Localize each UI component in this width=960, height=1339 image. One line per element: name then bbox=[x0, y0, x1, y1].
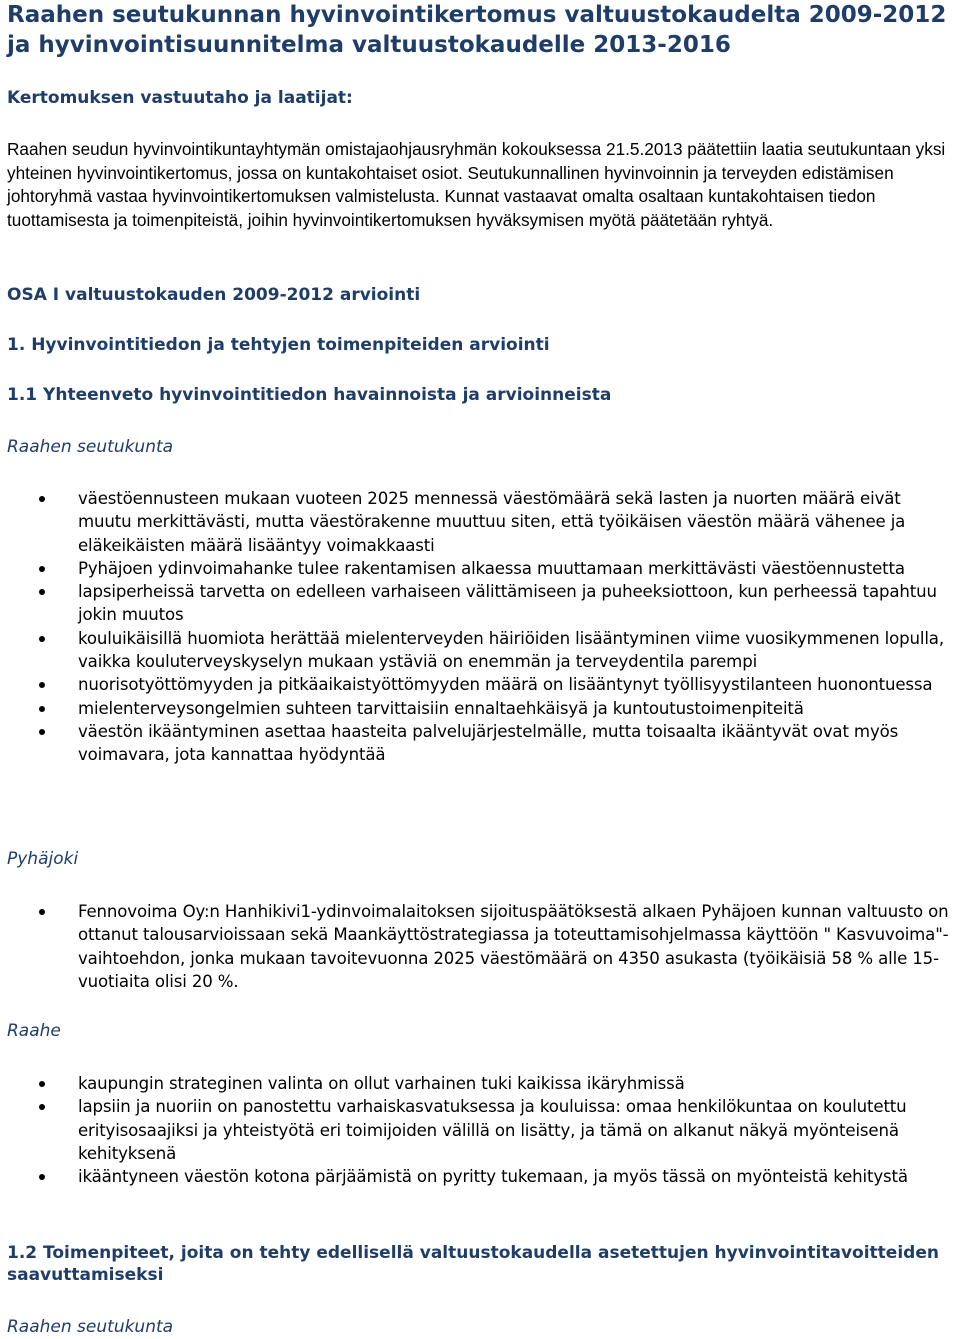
list-item: väestöennusteen mukaan vuoteen 2025 mennessä väestömäärä sekä lasten ja nuorten määrä eivät muutu merkittävästi, mutta väestörakenne muuttuu siten, että työikäisen väestön määrä vähenee ja eläkeikäisten määrä lisääntyy voimakkaasti bbox=[7, 487, 957, 557]
list-item: mielenterveysongelmien suhteen tarvittaisiin ennaltaehkäisyä ja kuntoutustoimenpiteitä bbox=[7, 697, 957, 720]
list-item: nuorisotyöttömyyden ja pitkäaikaistyöttömyyden määrä on lisääntynyt työllisyystilanteen huonontuessa bbox=[7, 673, 957, 696]
bullet-icon bbox=[39, 1174, 45, 1180]
bullet-icon bbox=[39, 566, 45, 572]
pyhajoki-list bbox=[7, 900, 957, 993]
bullet-icon bbox=[39, 1081, 45, 1087]
list-item: lapsiin ja nuoriin on panostettu varhaiskasvatuksessa ja kouluissa: omaa henkilökuntaa on koulutettu erityisosaajiksi ja yhteistyötä eri toimijoiden välillä on lisätty, ja tämä on alkanut näkyä myönteisenä kehityksenä bbox=[7, 1095, 957, 1165]
part1-heading: OSA I valtuustokauden 2009-2012 arviointi bbox=[7, 285, 421, 305]
bullet-icon bbox=[39, 1104, 45, 1110]
region-raahen-seutukunta: Raahen seutukunta bbox=[7, 437, 174, 457]
bullet-icon bbox=[39, 636, 45, 642]
seutukunta-list bbox=[7, 487, 957, 767]
raahe-list bbox=[7, 1072, 957, 1188]
bullet-icon bbox=[39, 729, 45, 735]
bullet-icon bbox=[39, 589, 45, 595]
region-raahe: Raahe bbox=[7, 1021, 61, 1041]
list-item: kaupungin strateginen valinta on ollut varhainen tuki kaikissa ikäryhmissä bbox=[7, 1072, 957, 1095]
list-item: Fennovoima Oy:n Hanhikivi1-ydinvoimalaitoksen sijoituspäätöksestä alkaen Pyhäjoen kunnan valtuusto on ottanut talousarvioissaan sekä Maankäyttöstrategiassa ja toteuttamisohjelmassa käyttöön " Kasvuvoima"- vaihtoehdon, jonka mukaan tavoitevuonna 2025 väestömäärä on 4350 asukasta (työikäisiä 58 % alle 15-vuotiaita olisi 20 %. bbox=[7, 900, 957, 993]
section-1-2-heading: 1.2 Toimenpiteet, joita on tehty edellisellä valtuustokaudella asetettujen hyvinvointitavoitteiden saavuttamiseksi bbox=[7, 1243, 939, 1285]
region-raahen-seutukunta-2: Raahen seutukunta bbox=[7, 1317, 174, 1337]
document-title: Raahen seutukunnan hyvinvointikertomus valtuustokaudelta 2009-2012 ja hyvinvointisuunnitelma valtuustokaudelle 2013-2016 bbox=[7, 2, 947, 58]
list-item: kouluikäisillä huomiota herättää mielenterveyden häiriöiden lisääntyminen viime vuosikymmenen lopulla, vaikka kouluterveyskyselyn mukaan ystäviä on enemmän ja terveydentila parempi bbox=[7, 627, 957, 674]
bullet-icon bbox=[39, 706, 45, 712]
list-item: ikääntyneen väestön kotona pärjäämistä on pyritty tukemaan, ja myös tässä on myönteistä kehitystä bbox=[7, 1165, 957, 1188]
bullet-icon bbox=[39, 496, 45, 502]
list-item: väestön ikääntyminen asettaa haasteita palvelujärjestelmälle, mutta toisaalta ikääntyvät ovat myös voimavara, jota kannattaa hyödyntää bbox=[7, 720, 957, 767]
list-item: Pyhäjoen ydinvoimahanke tulee rakentamisen alkaessa muuttamaan merkittävästi väestöennustetta bbox=[7, 557, 957, 580]
region-pyhajoki: Pyhäjoki bbox=[7, 849, 79, 869]
section1-heading: 1. Hyvinvointitiedon ja tehtyjen toimenpiteiden arviointi bbox=[7, 335, 550, 355]
intro-paragraph: Raahen seudun hyvinvointikuntayhtymän omistajaohjausryhmän kokouksessa 21.5.2013 päätettiin laatia seutukuntaan yksi yhteinen hyvinvointikertomus, jossa on kuntakohtaiset osiot. Seutukunnallinen hyvinvoinnin ja terveyden edistämisen johtoryhmä vastaa hyvinvointikertomuksen valmistelusta. Kunnat vastaavat omalta osaltaan kuntakohtaisen tiedon tuottamisesta ja toimenpiteistä, joihin hyvinvointikertomuksen hyväksymisen myötä päätetään ryhtyä. bbox=[7, 139, 946, 230]
bullet-icon bbox=[39, 682, 45, 688]
list-item: lapsiperheissä tarvetta on edelleen varhaiseen välittämiseen ja puheeksiottoon, kun perheessä tapahtuu jokin muutos bbox=[7, 580, 957, 627]
bullet-icon bbox=[39, 909, 45, 915]
responsible-heading: Kertomuksen vastuutaho ja laatijat: bbox=[7, 88, 353, 108]
section-1-1-heading: 1.1 Yhteenveto hyvinvointitiedon havainnoista ja arvioinneista bbox=[7, 385, 612, 405]
